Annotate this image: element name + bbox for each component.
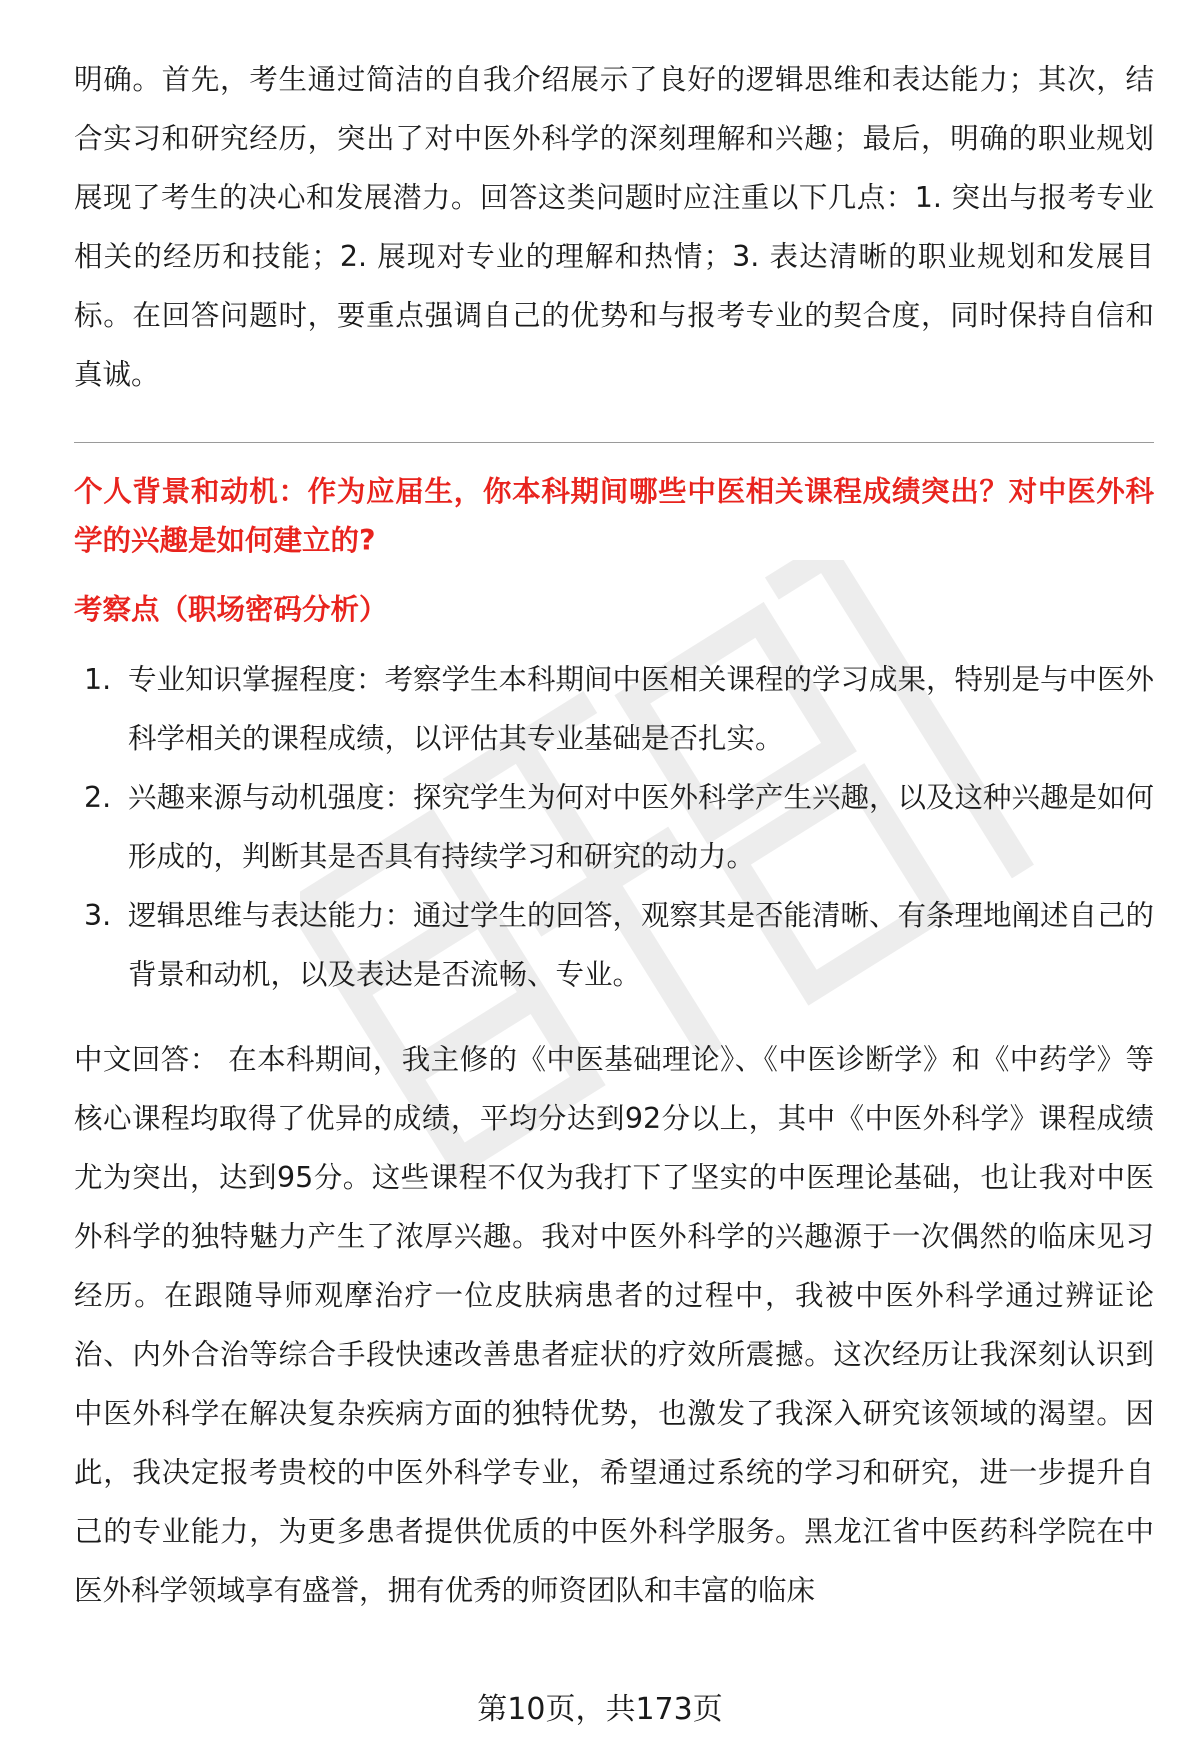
- answer-paragraph: 中文回答： 在本科期间，我主修的《中医基础理论》、《中医诊断学》和《中药学》等核心课程均取得了优异的成绩，平均分达到92分以上，其中《中医外科学》课程成绩尤为突出，达到95分。这些课程不仅为我打下了坚实的中医理论基础，也让我对中医外科学的独特魅力产生了浓厚兴趣。我对中医外科学的兴趣源于一次偶然的临床见习经历。在跟随导师观摩治疗一位皮肤病患者的过程中，我被中医外科学通过辨证论治、内外合治等综合手段快速改善患者症状的疗效所震撼。这次经历让我深刻认识到中医外科学在解决复杂疾病方面的独特优势，也激发了我深入研究该领域的渴望。因此，我决定报考贵校的中医外科学专业，希望通过系统的学习和研究，进一步提升自己的专业能力，为更多患者提供优质的中医外科学服务。黑龙江省中医药科学院在中医外科学领域享有盛誉，拥有优秀的师资团队和丰富的临床: [74, 1043, 1154, 1607]
- question-heading: 个人背景和动机：作为应届生，你本科期间哪些中医相关课程成绩突出？对中医外科学的兴趣是如何建立的?: [74, 475, 1154, 557]
- page-content: [74, 50, 1154, 1620]
- list-item-number: 3.: [84, 899, 112, 932]
- list-item-number: 2.: [84, 781, 112, 814]
- list-item-text: 专业知识掌握程度：考察学生本科期间中医相关课程的学习成果，特别是与中医外科学相关的课程成绩，以评估其专业基础是否扎实。: [128, 663, 1155, 755]
- list-item-text: 逻辑思维与表达能力：通过学生的回答，观察其是否能清晰、有条理地阐述自己的背景和动机，以及表达是否流畅、专业。: [128, 899, 1155, 991]
- list-item: [74, 886, 1154, 1004]
- list-item-text: 兴趣来源与动机强度：探究学生为何对中医外科学产生兴趣，以及这种兴趣是如何形成的，判断其是否具有持续学习和研究的动力。: [128, 781, 1155, 873]
- intro-paragraph: 明确。首先，考生通过简洁的自我介绍展示了良好的逻辑思维和表达能力；其次，结合实习和研究经历，突出了对中医外科学的深刻理解和兴趣；最后，明确的职业规划展现了考生的决心和发展潜力。回答这类问题时应注重以下几点：1. 突出与报考专业相关的经历和技能；2. 展现对专业的理解和热情；3. 表达清晰的职业规划和发展目标。在回答问题时，要重点强调自己的优势和与报考专业的契合度，同时保持自信和真诚。: [74, 63, 1154, 391]
- list-item-number: 1.: [84, 663, 112, 696]
- assessment-points-list: [74, 650, 1154, 1004]
- section-divider: [74, 442, 1154, 443]
- section-title: 考察点（职场密码分析）: [74, 593, 388, 626]
- page-number-footer: 第10页，共173页: [477, 1692, 723, 1727]
- list-item: [74, 650, 1154, 768]
- list-item: [74, 768, 1154, 886]
